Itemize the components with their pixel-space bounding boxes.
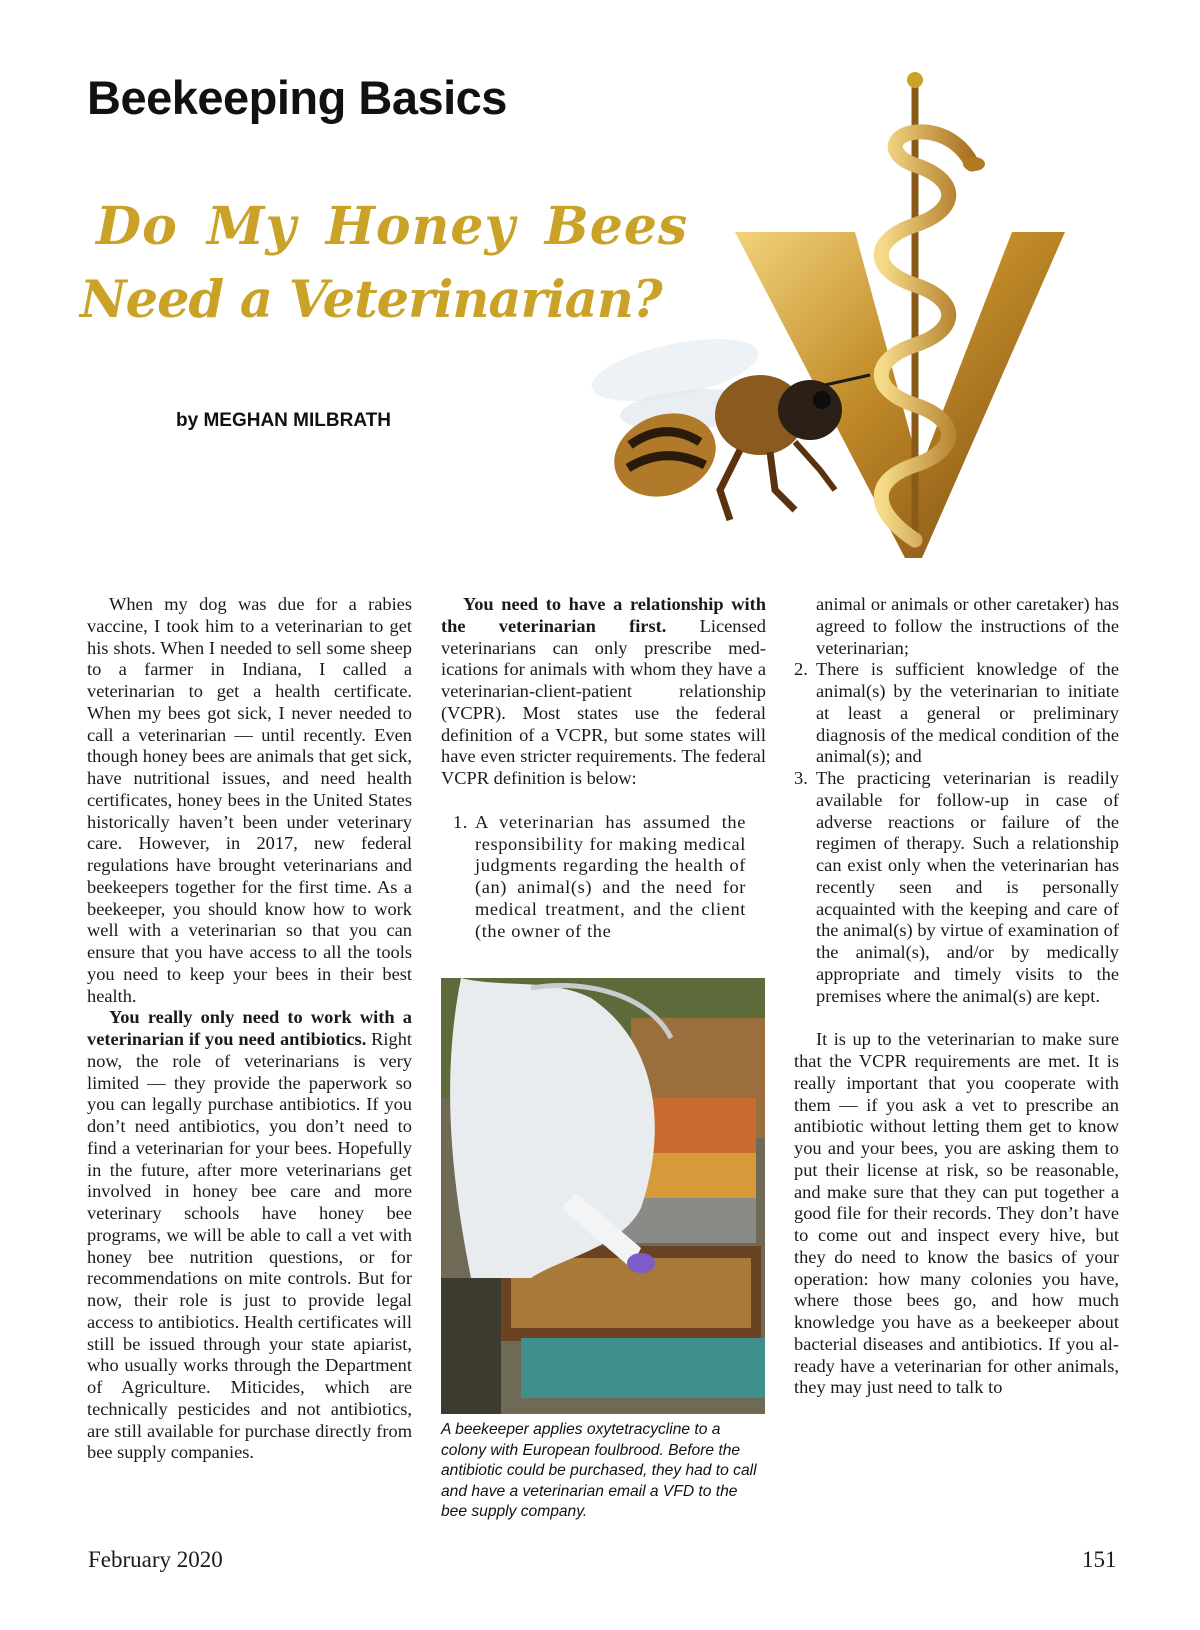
header-illustration [570, 70, 1130, 590]
vcpr-list [441, 812, 766, 943]
column-1 [87, 594, 412, 1464]
beekeeper-photo [441, 978, 765, 1414]
paragraph-lead: You need to have a relationship with the veterinarian first. [441, 594, 766, 636]
vcpr-list-continued [794, 659, 1119, 1007]
paragraph [87, 1007, 412, 1464]
paragraph [441, 594, 766, 790]
list-item-text: A veterinarian has assumed the responsibility for making medical judgments regarding the health of (an) animal(s) and the need for medical treatment, and the client (the owner of the [475, 811, 746, 941]
list-number: 3. [794, 768, 808, 788]
issue-date: February 2020 [88, 1547, 223, 1572]
veterinary-v-caduceus-icon [735, 72, 1065, 558]
list-number: 2. [794, 659, 808, 680]
list-item [453, 812, 746, 943]
column-3 [794, 594, 1119, 1399]
list-item-text: The practicing veterinarian is readily available for follow-up in case of adverse reactions or failure of the regimen of therapy. Such a relationship can exist only when the veterinarian has recently seen and is personally acquainted with the keeping and care of the animal(s) by virtue of examination of the animal(s), and/or by medically appropriate and timely visits to the premises where the animal(s) are kept. [816, 768, 1119, 1006]
paragraph: When my dog was due for a rabies vaccine, I took him to a veterinarian to get his shots. When I needed to sell some sheep to a farmer in Indiana, I called a veterinarian to get a health certificate. When my bees got sick, I never needed to call a veterinarian — until recently. Even though honey bees are animals that get sick, have nutritional issues, and need health certificates, honey bees in the United States historically haven’t been under veterinary care. However, in 2017, new federal regulations have brought veterinarians and beekeepers together for the first time. As a beekeeper, you should know how to work well with a veterinarian so that you can ensure that you have access to all the tools you need to keep your bees in their best health. [87, 594, 412, 1006]
list-item [794, 659, 1119, 768]
paragraph-lead: You really only need to work with a veterinarian if you need antibiotics. [87, 1007, 412, 1049]
paragraph: It is up to the veterinarian to make sure that the VCPR requirements are met. It is really important that you cooperate with them — if you ask a vet to prescribe an antibiotic without letting them get to know you and your bees, you are asking them to put their license at risk, so be reasonable, and make sure that they can put together a good file for their records. They don’t have to come out and inspect every hive, but they do need to know the basics of your operation: how many colonies you have, where those bees go, and how much knowledge you have as a beekeeper about bacterial diseases and antibiotics. If you already have a veterinarian for other animals, they may just need to talk to [794, 1029, 1119, 1398]
page-number: 151 [1082, 1547, 1117, 1572]
article-title-line-2: Need a Veterinarian? [80, 270, 662, 330]
photo-caption: A beekeeper applies oxytetracycline to a colony with European foulbrood. Before the antibiotic could be purchased, they had to call and have a veterinarian email a VFD to the bee supply company. [441, 1421, 757, 1520]
article-title-line-1: Do My Honey Bees [96, 196, 689, 257]
list-item [794, 768, 1119, 1007]
column-2 [441, 594, 766, 942]
section-label: Beekeeping Basics [87, 71, 507, 124]
list-item-text: There is sufficient knowledge of the animal(s) by the veterinarian to initiate at least a general or preliminary diagnosis of the medical condition of the animal(s); and [816, 659, 1119, 767]
paragraph-body: Licensed veterinarians can only prescribe medications for animals with whom they have a veterinarian-client-patient relationship (VCPR). Most states use the federal definition of a VCPR, but some states will have even stricter requirements. The federal VCPR definition is below: [441, 615, 766, 788]
list-number: 1. [453, 811, 468, 832]
list-item-continuation: animal or animals or other caretaker) has agreed to follow the instructions of the veterinarian; [816, 594, 1119, 658]
byline: by MEGHAN MILBRATH [176, 410, 391, 431]
paragraph-body: Right now, the role of veterinarians is very limited — they provide the paperwork so you can legally purchase antibiotics. If you don’t need antibiotics, you don’t need to find a veterinarian for your bees. Hopefully in the future, after more veterinarians get involved in honey bee care and more veterinary schools have honey bee programs, we will be able to call a vet with honey bee nutrition questions, or for recommendations on mite controls. But for now, their role is just to provide legal access to antibiotics. Health certificates will still be issued through your state apiarist, who usually works through the Department of Agriculture. Miticides, which are technically pesticides and not antibiotics, are still available for purchase directly from bee supply companies. [87, 1029, 412, 1463]
